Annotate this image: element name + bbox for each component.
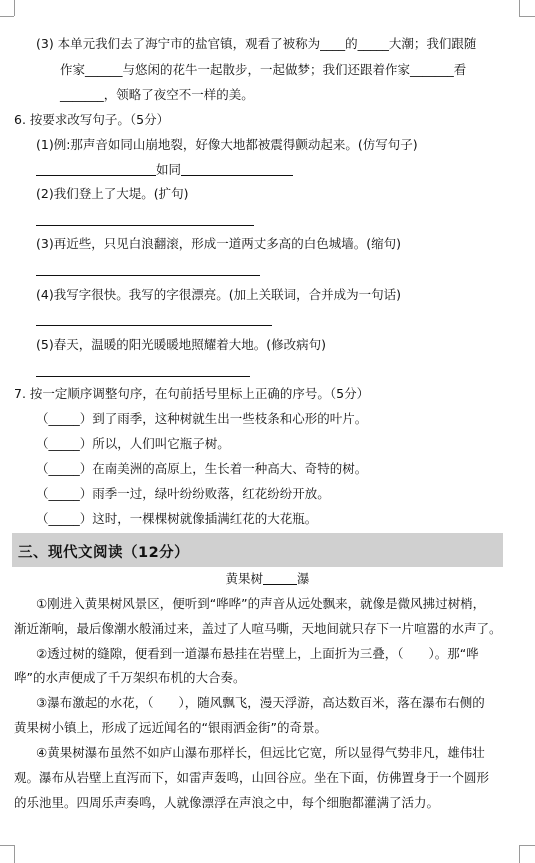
article-title [0,571,535,587]
article-paragraph-2-line-2: 哗”的水声便成了千万架织布机的大合奏。 [14,670,246,685]
q6-item1-answer-row [36,162,293,178]
title-blank[interactable] [263,572,297,585]
q5-item3-line1: (3) 本单元我们去了海宁市的盐官镇，观看了被称为____的_____大潮；我们跟随 [36,36,477,51]
q7-sentence-4: （_____）雨季一过，绿叶纷纷败落，红花纷纷开放。 [36,486,330,501]
answer-line[interactable] [36,325,272,326]
crop-mark-bottom-right-h [519,845,535,846]
answer-line[interactable] [36,225,254,226]
crop-mark-bottom-left-v [14,845,15,863]
q7-sentence-1: （_____）到了雨季，这种树就生出一些枝条和心形的叶片。 [36,411,368,426]
article-title-left: 黄果树 [225,571,263,586]
q6-item1: (1)例:那声音如同山崩地裂，好像大地都被震得颤动起来。(仿写句子) [36,137,418,152]
article-title-right: 瀑 [297,571,310,586]
q6-item1-answer-middle: 如同 [156,162,182,177]
answer-blank[interactable] [36,163,156,176]
article-paragraph-4-line-2: 观。瀑布从岩壁上直泻而下，如雷声轰鸣，山回谷应。坐在下面，仿佛置身于一个圆形 [14,770,490,785]
q7-sentence-3: （_____）在南美洲的高原上，生长着一种高大、奇特的树。 [36,461,368,476]
crop-mark-top-left-v [14,0,15,16]
q6-heading: 6. 按要求改写句子。（5分） [14,112,170,127]
q7-heading: 7. 按一定顺序调整句序，在句前括号里标上正确的序号。（5分） [14,386,370,401]
q7-sentence-2: （_____）所以，人们叫它瓶子树。 [36,436,230,451]
crop-mark-bottom-left-h [0,845,14,846]
q7-sentence-5: （_____）这时，一棵棵树就像插满红花的大花瓶。 [36,511,318,526]
article-paragraph-4-line-3: 的乐池里。四周乐声奏鸣，人就像漂浮在声浪之中，每个细胞都灌满了活力。 [14,795,440,810]
answer-line[interactable] [36,376,250,377]
answer-line[interactable] [36,275,260,276]
crop-mark-top-right-h [519,16,535,17]
answer-blank[interactable] [181,163,293,176]
article-paragraph-1-line-1: ①刚进入黄果树风景区，便听到“哗哗”的声音从远处飘来，就像是微风拂过树梢， [36,596,486,611]
crop-mark-top-right-v [519,0,520,16]
article-paragraph-2-line-1: ②透过树的缝隙，便看到一道瀑布悬挂在岩壁上，上面折为三叠，（ ）。那“哗 [36,646,479,661]
q6-item5: (5)春天，温暖的阳光暖暖地照耀着大地。(修改病句) [36,337,326,352]
article-paragraph-3-line-2: 黄果树小镇上，形成了远近闻名的“银雨洒金街”的奇景。 [14,720,327,735]
article-paragraph-1-line-2: 渐近渐响，最后像潮水般涌过来，盖过了人喧马嘶，天地间就只存下一片喧嚣的水声了。 [14,621,502,636]
article-paragraph-3-line-1: ③瀑布激起的水花，（ ），随风飘飞，漫天浮游，高达数百米，落在瀑布右侧的 [36,695,485,710]
q5-item3-line3: _______，领略了夜空不一样的美。 [60,87,254,102]
crop-mark-bottom-right-v [519,845,520,863]
q6-item3: (3)再近些，只见白浪翻滚，形成一道两丈多高的白色城墙。(缩句) [36,236,401,251]
q6-item4: (4)我写字很快。我写的字很漂亮。(加上关联词，合并成为一句话) [36,287,401,302]
article-paragraph-4-line-1: ④黄果树瀑布虽然不如庐山瀑布那样长，但远比它宽，所以显得气势非凡，雄伟壮 [36,745,485,760]
crop-mark-top-left-h [0,16,14,17]
q5-item3-line2: 作家______与悠闲的花牛一起散步，一起做梦；我们还跟着作家_______看 [60,62,467,77]
section-heading: 三、现代文阅读（12分） [18,545,190,561]
q6-item2: (2)我们登上了大堤。(扩句) [36,186,189,201]
